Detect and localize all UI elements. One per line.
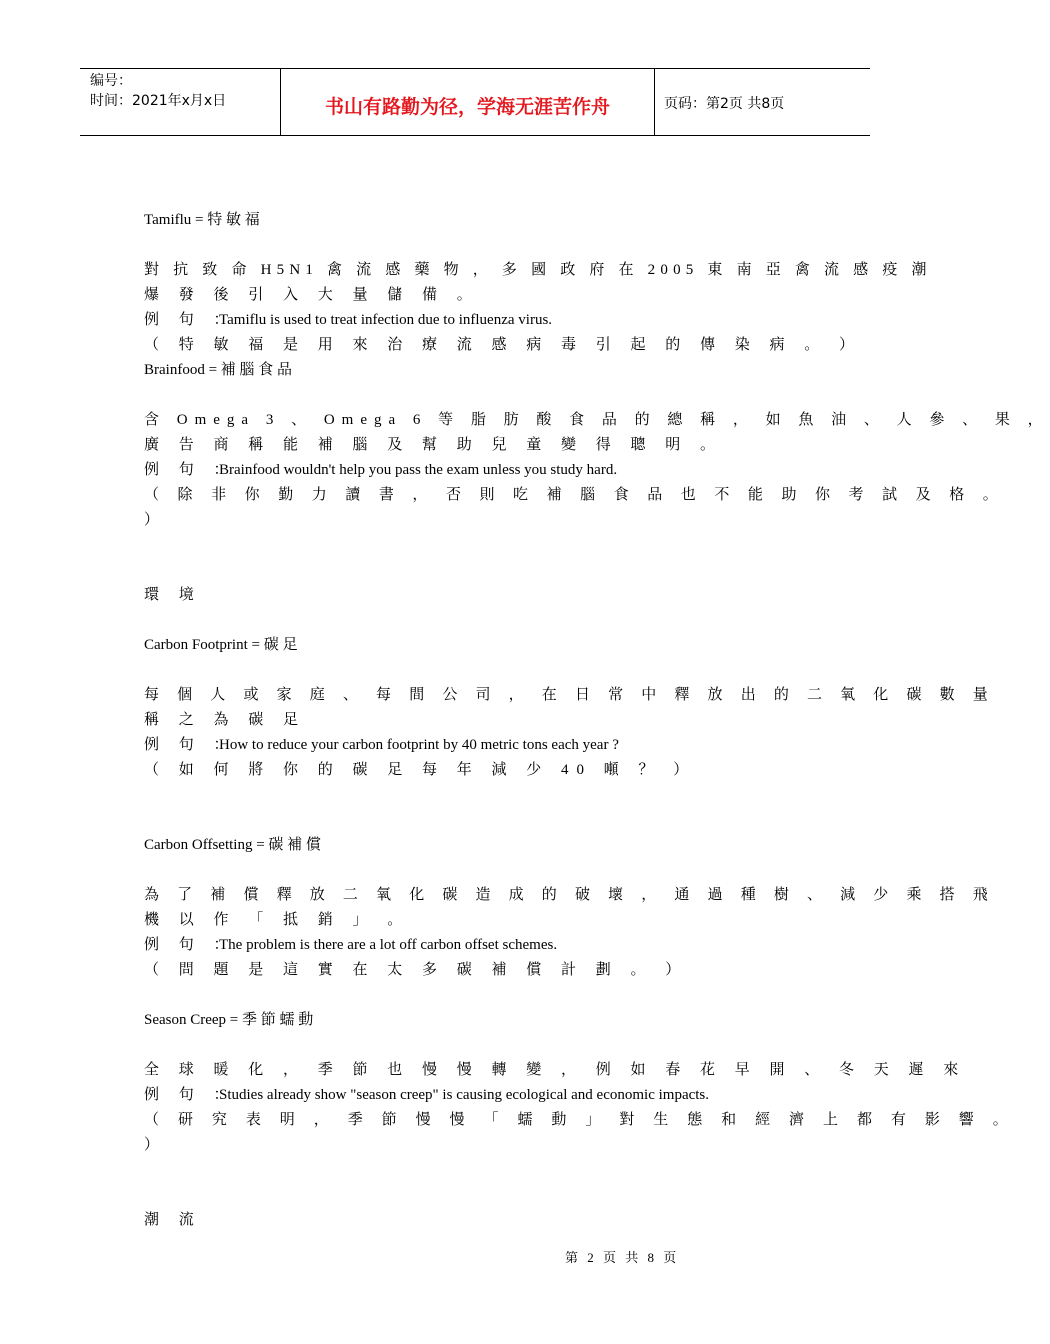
- example-sentence: [144, 933, 810, 958]
- term-title: Season Creep = 季 節 蠕 動: [144, 1012, 314, 1028]
- term-description: 機 以 作 「 抵 銷 」 。: [144, 912, 411, 928]
- example-label: 例 句 ：: [144, 1087, 237, 1103]
- term-title: Brainfood = 補 腦 食 品: [144, 362, 293, 378]
- document-body: [144, 208, 1050, 1233]
- page-header: [80, 68, 870, 136]
- term-description: 每 個 人 或 家 庭 、 每 間 公 司 ， 在 日 常 中 釋 放 出 的 二 氧 化 碳 數 量: [144, 687, 995, 703]
- example-sentence: [144, 1083, 810, 1108]
- document-number: 编号：: [90, 73, 132, 89]
- term-title: Tamiflu = 特 敏 福: [144, 212, 260, 228]
- term-title: Carbon Footprint = 碳 足: [144, 637, 298, 653]
- example-translation: （ 除 非 你 勤 力 讀 書 ， 否 則 吃 補 腦 食 品 也 不 能 助 你 考 試 及 格 。: [144, 487, 1006, 503]
- term-description: 含 Omega 3 、 Omega 6 等 脂 肪 酸 食 品 的 總 稱 ， 如 魚 油 、 人 參 、 果 ，: [144, 412, 1050, 428]
- example-text: Tamiflu is used to treat infection due to influenza virus.: [219, 312, 553, 328]
- term-description: 廣 告 商 稱 能 補 腦 及 幫 助 兒 童 變 得 聰 明 。: [144, 437, 724, 453]
- example-label: 例 句 ：: [144, 937, 237, 953]
- example-translation: （ 如 何 將 你 的 碳 足 每 年 減 少 40 噸 ？ ）: [144, 762, 697, 778]
- page-footer: 第 2 页 共 8 页: [565, 1250, 680, 1265]
- example-text: How to reduce your carbon footprint by 40 metric tons each year ?: [219, 737, 619, 753]
- example-text: The problem is there are a lot off carbon offset schemes.: [219, 937, 558, 953]
- header-motto: 书山有路勤为径，学海无涯苦作舟: [281, 69, 655, 135]
- term-description: 稱 之 為 碳 足: [144, 712, 307, 728]
- term-description: 全 球 暖 化 ， 季 節 也 慢 慢 轉 變 ， 例 如 春 花 早 開 、 冬 天 遲 來: [144, 1062, 967, 1078]
- section-heading: 環 境: [144, 587, 202, 603]
- example-label: 例 句 ：: [144, 312, 237, 328]
- example-sentence: [144, 458, 810, 483]
- term-description: 爆 發 後 引 入 大 量 儲 備 。: [144, 287, 480, 303]
- example-sentence: [144, 733, 810, 758]
- example-translation: ）: [144, 1137, 160, 1153]
- term-description: 對 抗 致 命 H5N1 禽 流 感 藥 物 ， 多 國 政 府 在 2005 東 南 亞 禽 流 感 疫 潮: [144, 262, 932, 278]
- example-sentence: [144, 308, 810, 333]
- example-translation: （ 特 敏 福 是 用 來 治 療 流 感 病 毒 引 起 的 傳 染 病 。 ）: [144, 337, 863, 353]
- header-meta: [80, 69, 281, 135]
- example-text: Studies already show "season creep" is causing ecological and economic impacts.: [219, 1087, 710, 1103]
- section-heading: 潮 流: [144, 1212, 202, 1228]
- example-translation: ）: [144, 512, 160, 528]
- document-date: 时间：2021年x月x日: [90, 93, 227, 109]
- example-translation: （ 研 究 表 明 ， 季 節 慢 慢 「 蠕 動 」 對 生 態 和 經 濟 上 都 有 影 響 。: [144, 1112, 1016, 1128]
- header-page-info: 页码：第2页 共8页: [664, 96, 785, 112]
- example-label: 例 句 ：: [144, 462, 237, 478]
- example-translation: （ 問 題 是 這 實 在 太 多 碳 補 償 計 劃 。 ）: [144, 962, 689, 978]
- term-description: 為 了 補 償 釋 放 二 氧 化 碳 造 成 的 破 壞 ， 通 過 種 樹 、 減 少 乘 搭 飛: [144, 887, 995, 903]
- term-title: Carbon Offsetting = 碳 補 償: [144, 837, 321, 853]
- example-label: 例 句 ：: [144, 737, 237, 753]
- example-text: Brainfood wouldn't help you pass the exam unless you study hard.: [219, 462, 618, 478]
